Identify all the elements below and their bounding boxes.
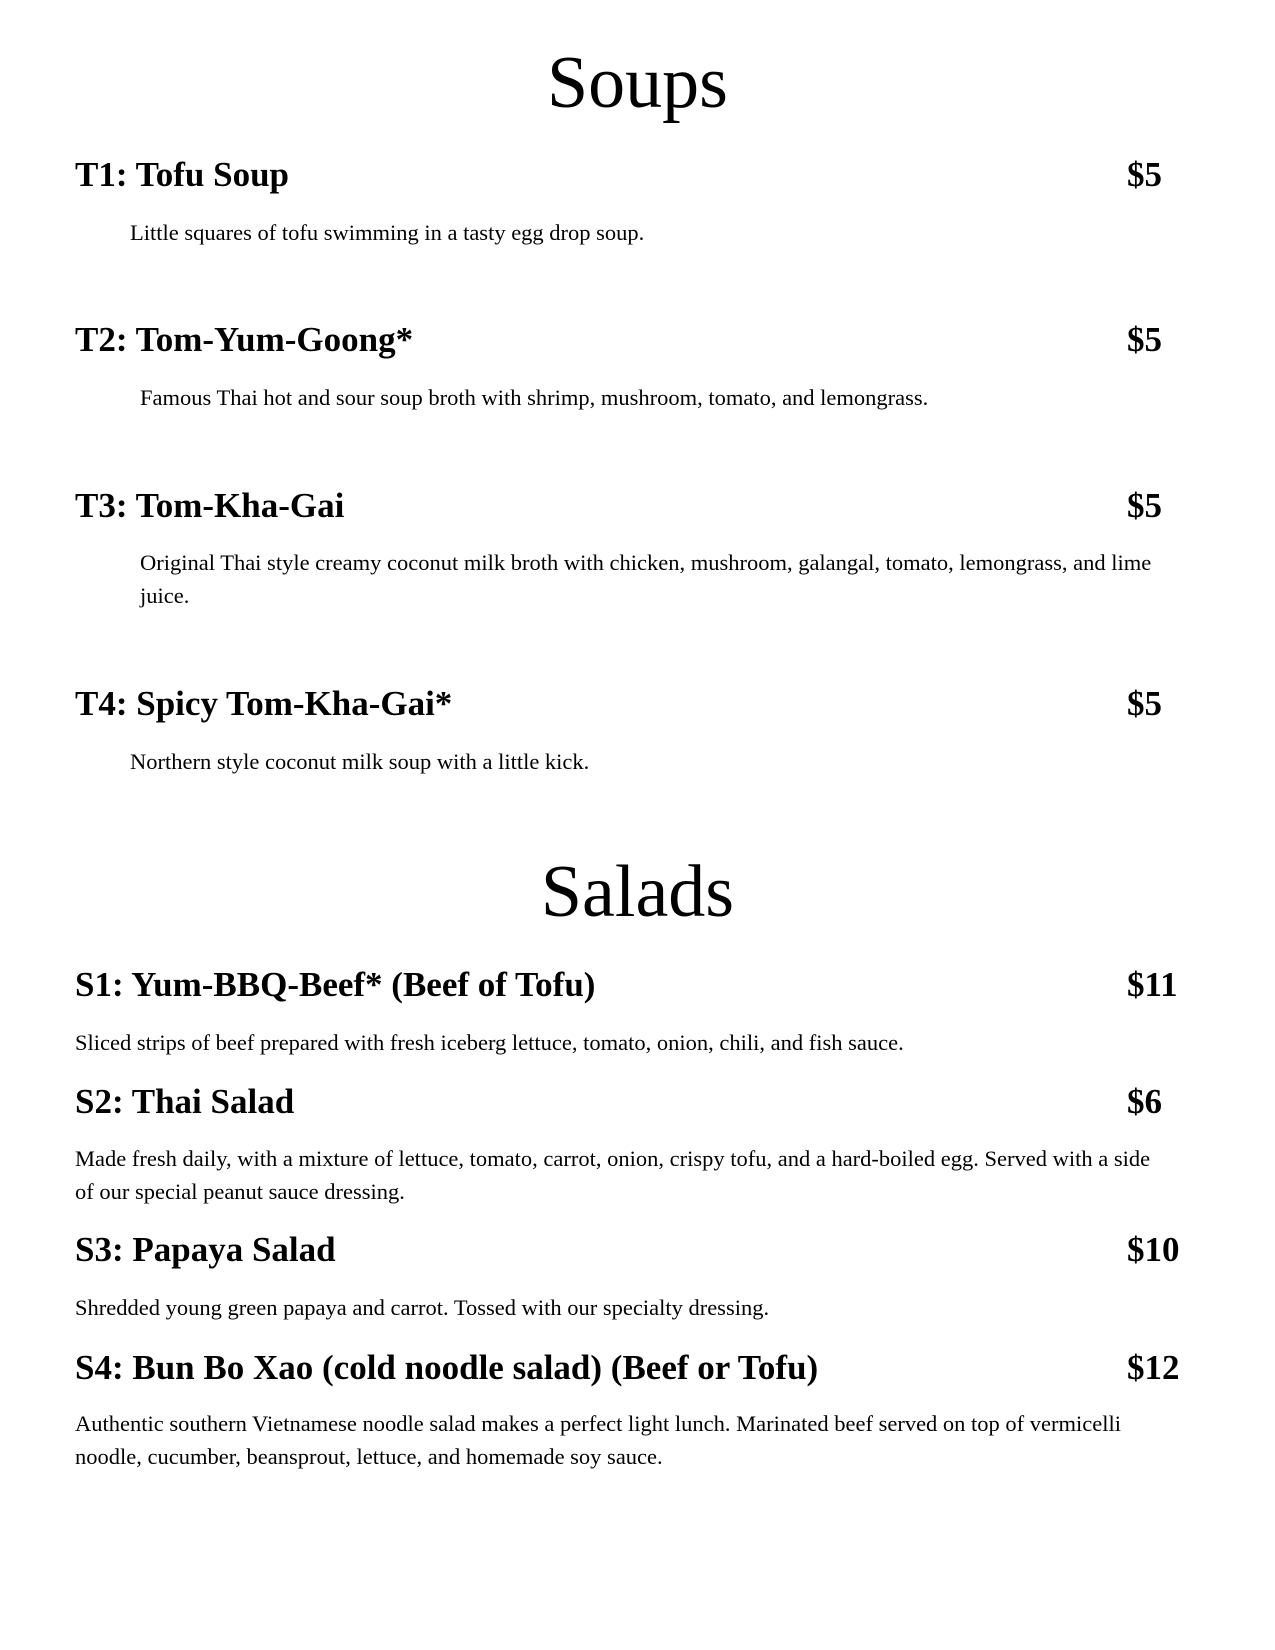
menu-item-name-t1: T1: Tofu Soup (75, 155, 290, 194)
menu-item-price-t2: $5 (1127, 320, 1162, 359)
menu-item-name-t4: T4: Spicy Tom-Kha-Gai* (75, 684, 453, 723)
menu-item-description-t1: Little squares of tofu swimming in a tasty egg drop soup. (130, 220, 645, 245)
menu-item-price-s2: $6 (1127, 1082, 1162, 1121)
menu-item-price-s4: $12 (1127, 1348, 1180, 1387)
menu-item-name-s4: S4: Bun Bo Xao (cold noodle salad) (Beef or Tofu) (75, 1348, 819, 1387)
menu-item-name-s3: S3: Papaya Salad (75, 1230, 336, 1269)
menu-item-description-t4: Northern style coconut milk soup with a little kick. (130, 749, 590, 774)
menu-item-price-t1: $5 (1127, 155, 1162, 194)
menu-item-price-s3: $10 (1127, 1230, 1180, 1269)
menu-item-name-t2: T2: Tom-Yum-Goong* (75, 320, 414, 359)
menu-item-price-s1: $11 (1127, 965, 1178, 1004)
menu-item-name-t3: T3: Tom-Kha-Gai (75, 486, 345, 525)
menu-item-description-s4: Authentic southern Vietnamese noodle salad makes a perfect light lunch. Marinated beef served on top of vermicelli noodle, cucumber, beansprout, lettuce, and homemade soy sauce. (75, 1411, 1122, 1469)
menu-item-description-s1: Sliced strips of beef prepared with fresh iceberg lettuce, tomato, onion, chili, and fish sauce. (75, 1030, 904, 1055)
menu-item-price-t3: $5 (1127, 486, 1162, 525)
menu-item-price-t4: $5 (1127, 684, 1162, 723)
menu-item-description-s2: Made fresh daily, with a mixture of lettuce, tomato, carrot, onion, crispy tofu, and a hard-boiled egg. Served with a side of our special peanut sauce dressing. (75, 1146, 1151, 1204)
menu-item-name-s1: S1: Yum-BBQ-Beef* (Beef of Tofu) (75, 965, 596, 1004)
menu-item-name-s2: S2: Thai Salad (75, 1082, 295, 1121)
soups-section-title: Soups (547, 42, 728, 124)
salads-section-title: Salads (540, 851, 735, 933)
menu-item-description-t3: Original Thai style creamy coconut milk broth with chicken, mushroom, galangal, tomato, lemongrass, and lime juice. (140, 550, 1152, 608)
menu-item-description-s3: Shredded young green papaya and carrot. Tossed with our specialty dressing. (75, 1295, 770, 1320)
menu-item-description-t2: Famous Thai hot and sour soup broth with shrimp, mushroom, tomato, and lemongrass. (140, 385, 929, 410)
